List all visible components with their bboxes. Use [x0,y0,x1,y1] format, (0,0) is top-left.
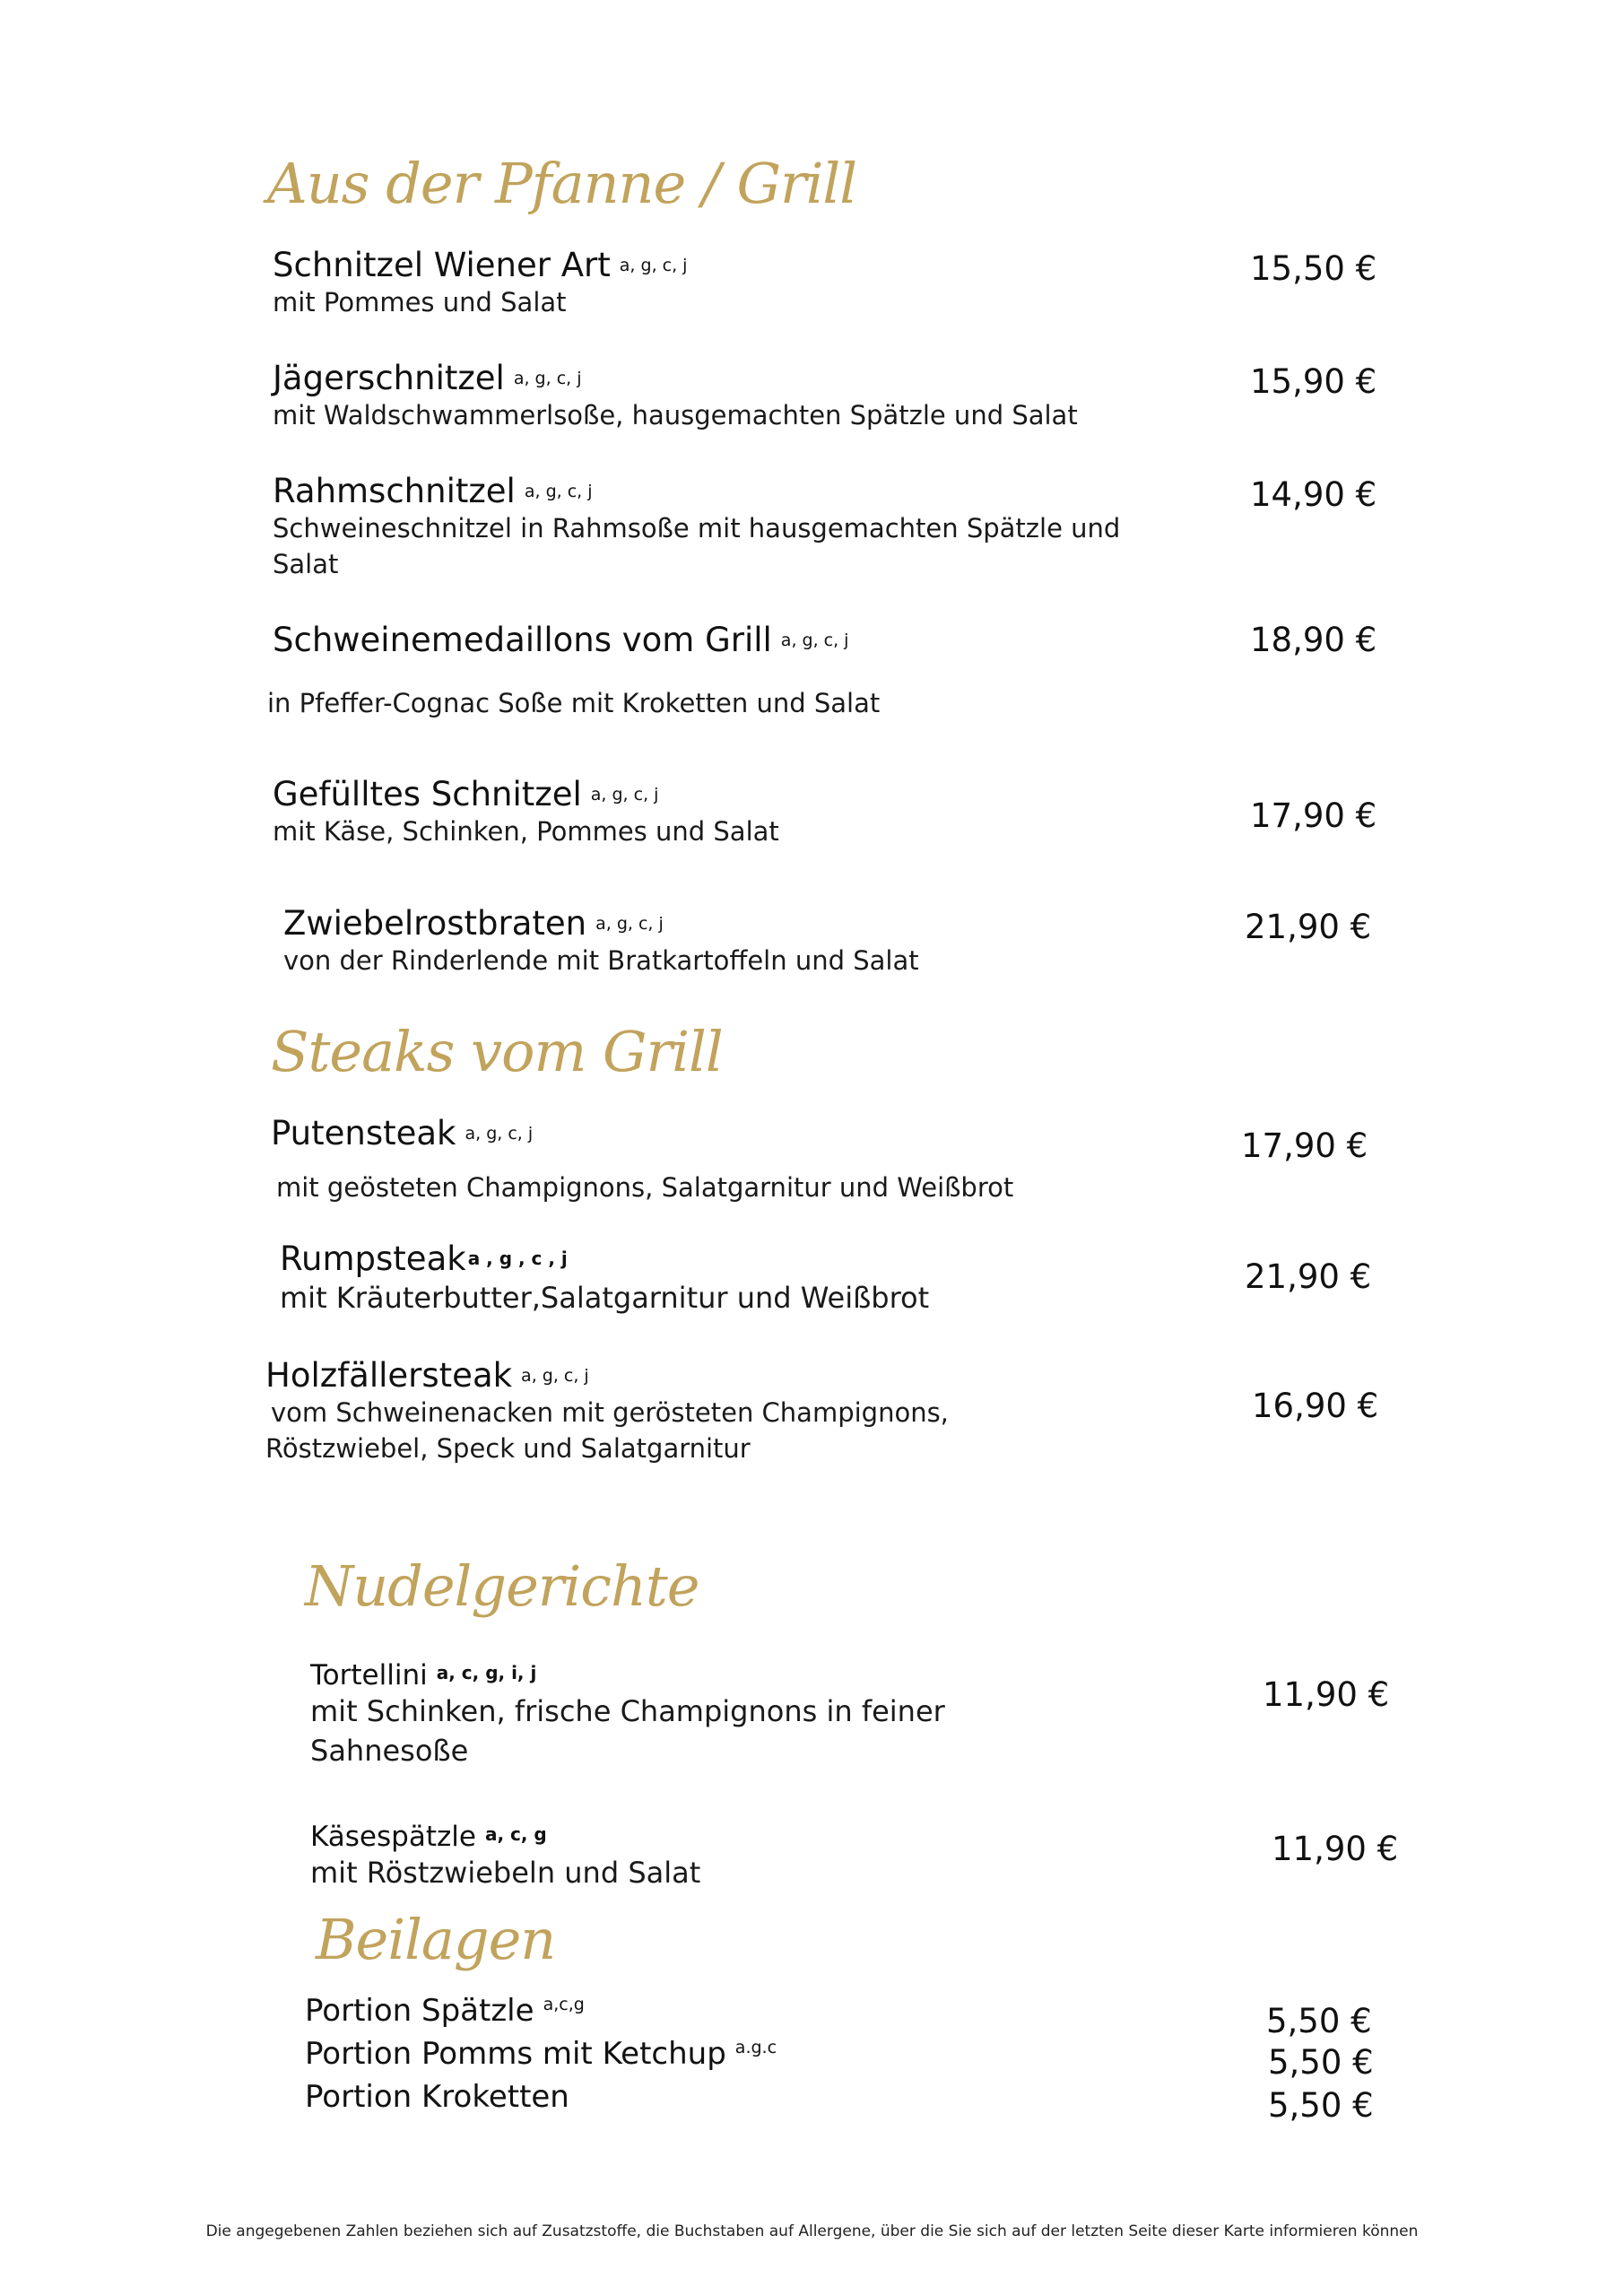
side-item-spaetzle [305,1993,585,2029]
allergen-codes: a, c, g, i, j [436,1661,537,1683]
menu-item-jaegerschnitzel [273,359,1078,433]
item-name: Gefülltes Schnitzel [273,775,582,813]
item-price: 16,90 € [1252,1387,1379,1425]
side-item-kroketten [305,2079,569,2115]
item-name: Zwiebelrostbraten [283,904,587,943]
allergen-codes: a, g, c, j [619,255,688,275]
allergen-codes: a, g, c, j [465,1123,534,1144]
menu-item-zwiebelrostbraten [283,904,919,978]
menu-item-kaesespaetzle [310,1821,700,1892]
item-name: Käsespätzle [310,1821,476,1853]
item-description: in Pfeffer-Cognac Soße mit Kroketten und Salat [267,688,881,718]
item-description: mit Röstzwiebeln und Salat [310,1856,701,1890]
side-item-pomms [305,2036,777,2072]
allergen-codes: a , g , c , j [467,1247,568,1269]
item-price: 11,90 € [1272,1830,1399,1868]
allergen-codes: a,c,g [543,1994,585,2014]
menu-item-rumpsteak [280,1239,929,1318]
item-name: Schnitzel Wiener Art [273,246,611,284]
item-price: 11,90 € [1263,1675,1390,1714]
item-name: Portion Spätzle [305,1993,534,2029]
allergen-codes: a, g, c, j [521,1365,589,1386]
item-description: mit Pommes und Salat [273,287,567,317]
item-price: 17,90 € [1250,796,1377,835]
item-description: mit Käse, Schinken, Pommes und Salat [273,816,779,847]
allergen-codes: a, g, c, j [590,784,659,804]
allergen-codes: a, g, c, j [595,913,664,934]
item-price: 15,90 € [1250,362,1377,401]
menu-item-schnitzel-wiener-art [273,246,687,320]
item-name: Portion Pomms mit Ketchup [305,2036,726,2072]
section-heading-steaks: Steaks vom Grill [271,1019,723,1084]
item-price: 21,90 € [1245,908,1372,946]
allergen-codes: a.g.c [734,2037,777,2057]
section-heading-beilagen: Beilagen [316,1907,556,1972]
menu-item-tortellini [310,1659,945,1770]
item-name: Jägerschnitzel [273,359,505,397]
allergen-codes: a, g, c, j [513,368,582,388]
allergen-codes: a, c, g [484,1822,547,1845]
menu-item-gefuelltes-schnitzel [273,775,779,849]
item-name: Schweinemedaillons vom Grill [273,621,772,659]
menu-item-schweinemedaillons [273,621,848,659]
item-description: Salat [273,549,339,579]
item-price: 14,90 € [1250,475,1377,514]
item-price: 21,90 € [1245,1257,1372,1296]
item-description: von der Rinderlende mit Bratkartoffeln und Salat [283,945,919,976]
item-description: mit Kräuterbutter,Salatgarnitur und Weißbrot [280,1281,930,1315]
item-description: mit geösteten Champignons, Salatgarnitur und Weißbrot [276,1172,1014,1203]
menu-item-putensteak [271,1114,533,1152]
item-description: mit Schinken, frische Champignons in feiner [310,1694,945,1728]
allergen-codes: a, g, c, j [524,481,593,501]
allergen-codes: a, g, c, j [780,630,849,650]
item-description: Sahnesoße [310,1734,469,1768]
item-description: Röstzwiebel, Speck und Salatgarnitur [265,1433,751,1464]
item-description: vom Schweinenacken mit gerösteten Champignons, [271,1397,949,1428]
menu-item-rahmschnitzel [273,472,1120,582]
item-name: Holzfällersteak [265,1356,513,1395]
section-heading-nudeln: Nudelgerichte [305,1553,699,1619]
allergen-footnote: Die angegebenen Zahlen beziehen sich auf Zusatzstoffe, die Buchstaben auf Allergene, über die Sie sich auf der letzten Seite dieser Karte informieren können [205,2222,1419,2240]
item-description: Schweineschnitzel in Rahmsoße mit hausgemachten Spätzle und [273,513,1121,544]
section-heading-pfanne: Aus der Pfanne / Grill [267,151,857,216]
item-name: Tortellini [310,1659,428,1692]
item-price: 18,90 € [1250,621,1377,659]
item-price: 17,90 € [1241,1126,1368,1165]
item-name: Putensteak [271,1114,456,1152]
item-price: 15,50 € [1250,249,1377,288]
item-name: Portion Kroketten [305,2079,569,2115]
item-price: 5,50 € [1268,2086,1374,2125]
item-price: 5,50 € [1266,2002,1372,2040]
item-price: 5,50 € [1268,2043,1374,2082]
item-name: Rumpsteak [280,1239,466,1278]
item-description: mit Waldschwammerlsoße, hausgemachten Spätzle und Salat [273,400,1078,430]
menu-item-holzfaellersteak [265,1356,949,1466]
item-name: Rahmschnitzel [273,472,516,510]
